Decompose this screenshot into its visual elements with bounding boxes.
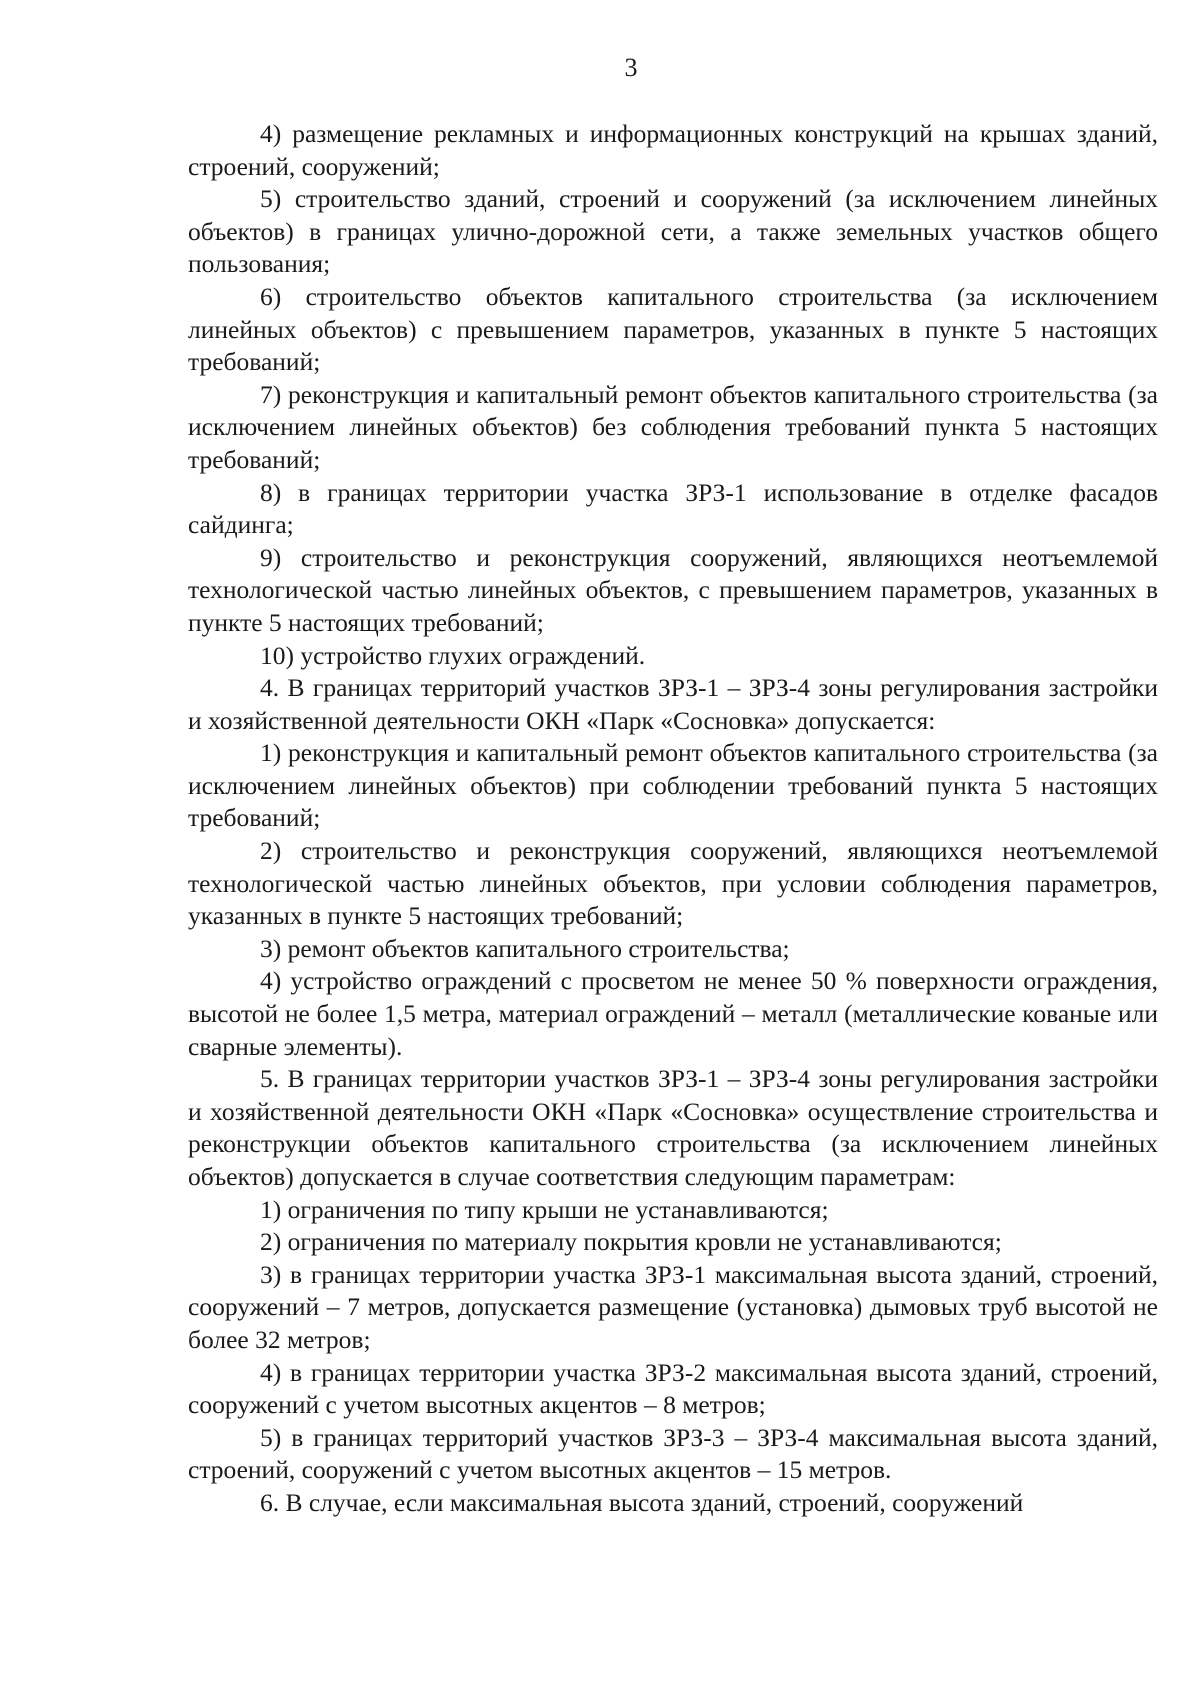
paragraph-section-4-item-4: 4) устройство ограждений с просветом не менее 50 % поверхности ограждения, высотой не более 1,5 метра, материал ограждений – металл (металлические кованые или сварные элементы). (188, 966, 1158, 1061)
paragraph-item-7-reconstruction: 7) реконструкция и капитальный ремонт объектов капитального строительства (за исключением линейных объектов) без соблюдения требований пункта 5 настоящих требований; (188, 379, 1158, 474)
paragraph-section-5-item-2: 2) ограничения по материалу покрытия кровли не устанавливаются; (260, 1227, 1002, 1257)
document-body (188, 118, 1158, 1520)
paragraph-item-4-advertising: 4) размещение рекламных и информационных конструкций на крышах зданий, строений, сооружений; (188, 119, 1158, 181)
paragraph-item-9-structures: 9) строительство и реконструкция сооружений, являющихся неотъемлемой технологической частью линейных объектов, с превышением параметров, указанных в пункте 5 настоящих требований; (188, 542, 1158, 637)
paragraph-section-5: 5. В границах территории участков ЗРЗ-1 – ЗРЗ-4 зоны регулирования застройки и хозяйственной деятельности ОКН «Парк «Сосновка» осуществление строительства и реконструкции объектов капитального строительства (за исключением линейных объектов) допускается в случае соответствия следующим параметрам: (188, 1064, 1158, 1191)
paragraph-item-5-construction: 5) строительство зданий, строений и сооружений (за исключением линейных объектов) в границах улично-дорожной сети, а также земельных участков общего пользования; (188, 184, 1158, 279)
paragraph-section-4: 4. В границах территорий участков ЗРЗ-1 – ЗРЗ-4 зоны регулирования застройки и хозяйственной деятельности ОКН «Парк «Сосновка» допускается: (188, 673, 1158, 735)
paragraph-section-5-item-5: 5) в границах территорий участков ЗРЗ-3 – ЗРЗ-4 максимальная высота зданий, строений, сооружений с учетом высотных акцентов – 15 метров. (188, 1422, 1158, 1485)
paragraph-item-10-fences: 10) устройство глухих ограждений. (260, 640, 646, 670)
paragraph-section-5-item-3: 3) в границах территории участка ЗРЗ-1 максимальная высота зданий, строений, сооружений – 7 метров, допускается размещение (установка) дымовых труб высотой не более 32 метров; (188, 1259, 1158, 1354)
paragraph-item-8-siding: 8) в границах территории участка ЗРЗ-1 использование в отделке фасадов сайдинга; (188, 477, 1158, 540)
page-number: 3 (624, 53, 638, 82)
paragraph-section-4-item-2: 2) строительство и реконструкция сооружений, являющихся неотъемлемой технологической частью линейных объектов, при условии соблюдения параметров, указанных в пункте 5 настоящих требований; (188, 836, 1158, 931)
paragraph-section-4-item-3: 3) ремонт объектов капитального строительства; (260, 933, 790, 963)
paragraph-section-5-item-1: 1) ограничения по типу крыши не устанавливаются; (260, 1194, 829, 1224)
paragraph-item-6-capital-construction: 6) строительство объектов капитального строительства (за исключением линейных объектов) с превышением параметров, указанных в пункте 5 настоящих требований; (188, 281, 1158, 377)
paragraph-section-6: 6. В случае, если максимальная высота зданий, строений, сооружений (260, 1487, 1024, 1517)
paragraph-section-5-item-4: 4) в границах территории участка ЗРЗ-2 максимальная высота зданий, строений, сооружений с учетом высотных акцентов – 8 метров; (188, 1357, 1158, 1420)
paragraph-section-4-item-1: 1) реконструкция и капитальный ремонт объектов капитального строительства (за исключением линейных объектов) при соблюдении требований пункта 5 настоящих требований; (188, 738, 1158, 833)
